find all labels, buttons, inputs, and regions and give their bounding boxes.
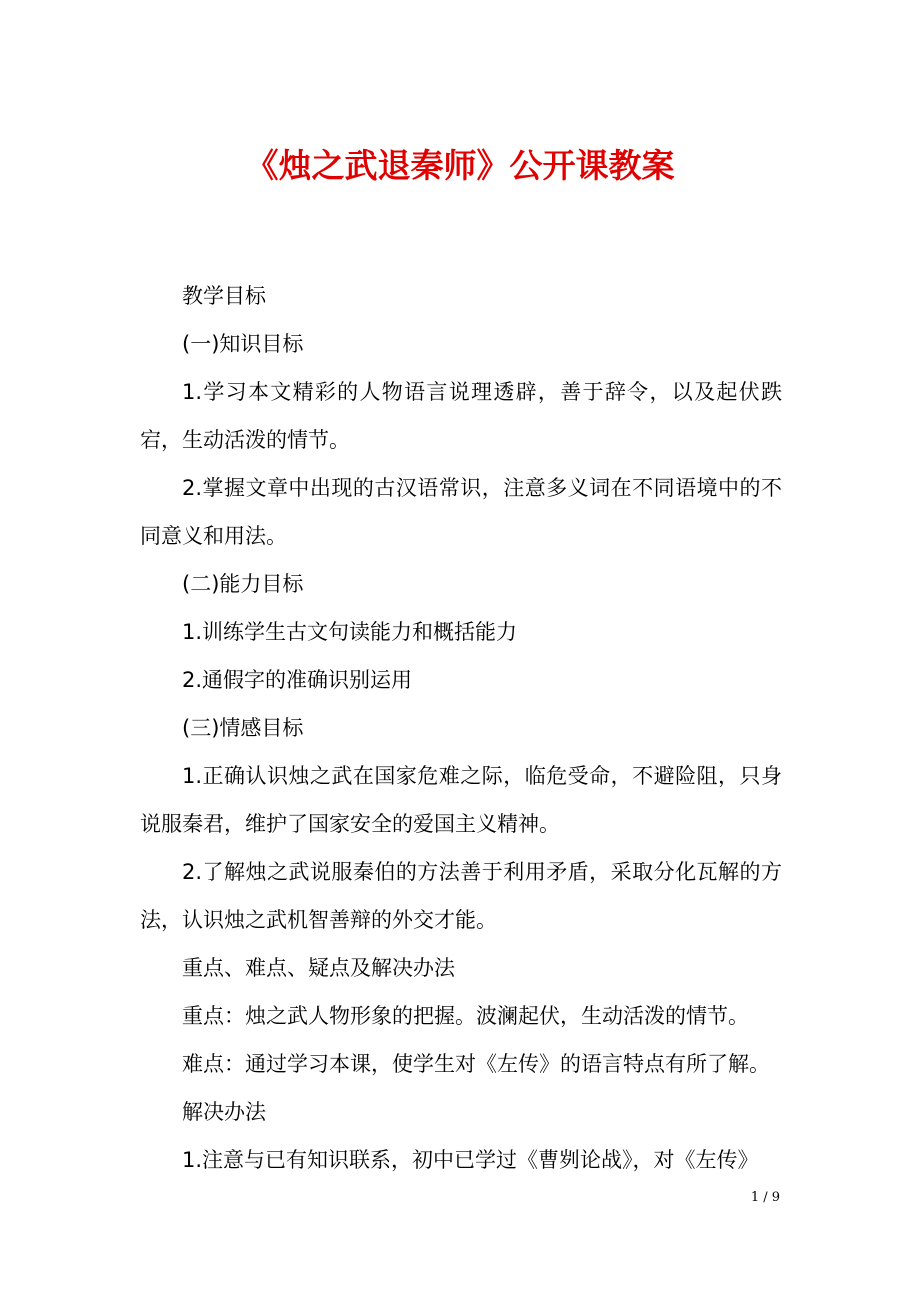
- paragraph-heading-objectives: 教学目标: [182, 284, 266, 308]
- document-title: 《烛之武退秦师》公开课教案: [245, 146, 675, 185]
- paragraph-ability-1: 1.训练学生古文句读能力和概括能力: [182, 620, 518, 644]
- paragraph-emotion-2: 2.了解烛之武说服秦伯的方法善于利用矛盾，采取分化瓦解的方法，认识烛之武机智善辩的外交才能。: [140, 860, 782, 932]
- paragraph-key-point: 重点：烛之武人物形象的把握。波澜起伏，生动活泼的情节。: [182, 1004, 749, 1028]
- paragraph-emotion-goals: (三)情感目标: [182, 716, 304, 740]
- paragraph-knowledge-2: 2.掌握文章中出现的古汉语常识，注意多义词在不同语境中的不同意义和用法。: [140, 476, 782, 548]
- page-number: 1 / 9: [750, 1190, 780, 1205]
- paragraph-ability-2: 2.通假字的准确识别运用: [182, 668, 413, 692]
- paragraph-solutions-heading: 解决办法: [182, 1100, 266, 1124]
- paragraph-emotion-1: 1.正确认识烛之武在国家危难之际，临危受命，不避险阻，只身说服秦君，维护了国家安全的爱国主义精神。: [140, 764, 782, 836]
- paragraph-knowledge-goals: (一)知识目标: [182, 332, 304, 356]
- paragraph-ability-goals: (二)能力目标: [182, 572, 304, 596]
- paragraph-solution-1: 1.注意与已有知识联系，初中已学过《曹刿论战》，对《左传》: [182, 1148, 759, 1172]
- paragraph-key-points-heading: 重点、难点、疑点及解决办法: [182, 956, 455, 980]
- paragraph-difficulty: 难点：通过学习本课，使学生对《左传》的语言特点有所了解。: [182, 1052, 770, 1076]
- paragraph-knowledge-1: 1.学习本文精彩的人物语言说理透辟，善于辞令，以及起伏跌宕，生动活泼的情节。: [140, 380, 782, 452]
- document-body: [140, 272, 782, 1184]
